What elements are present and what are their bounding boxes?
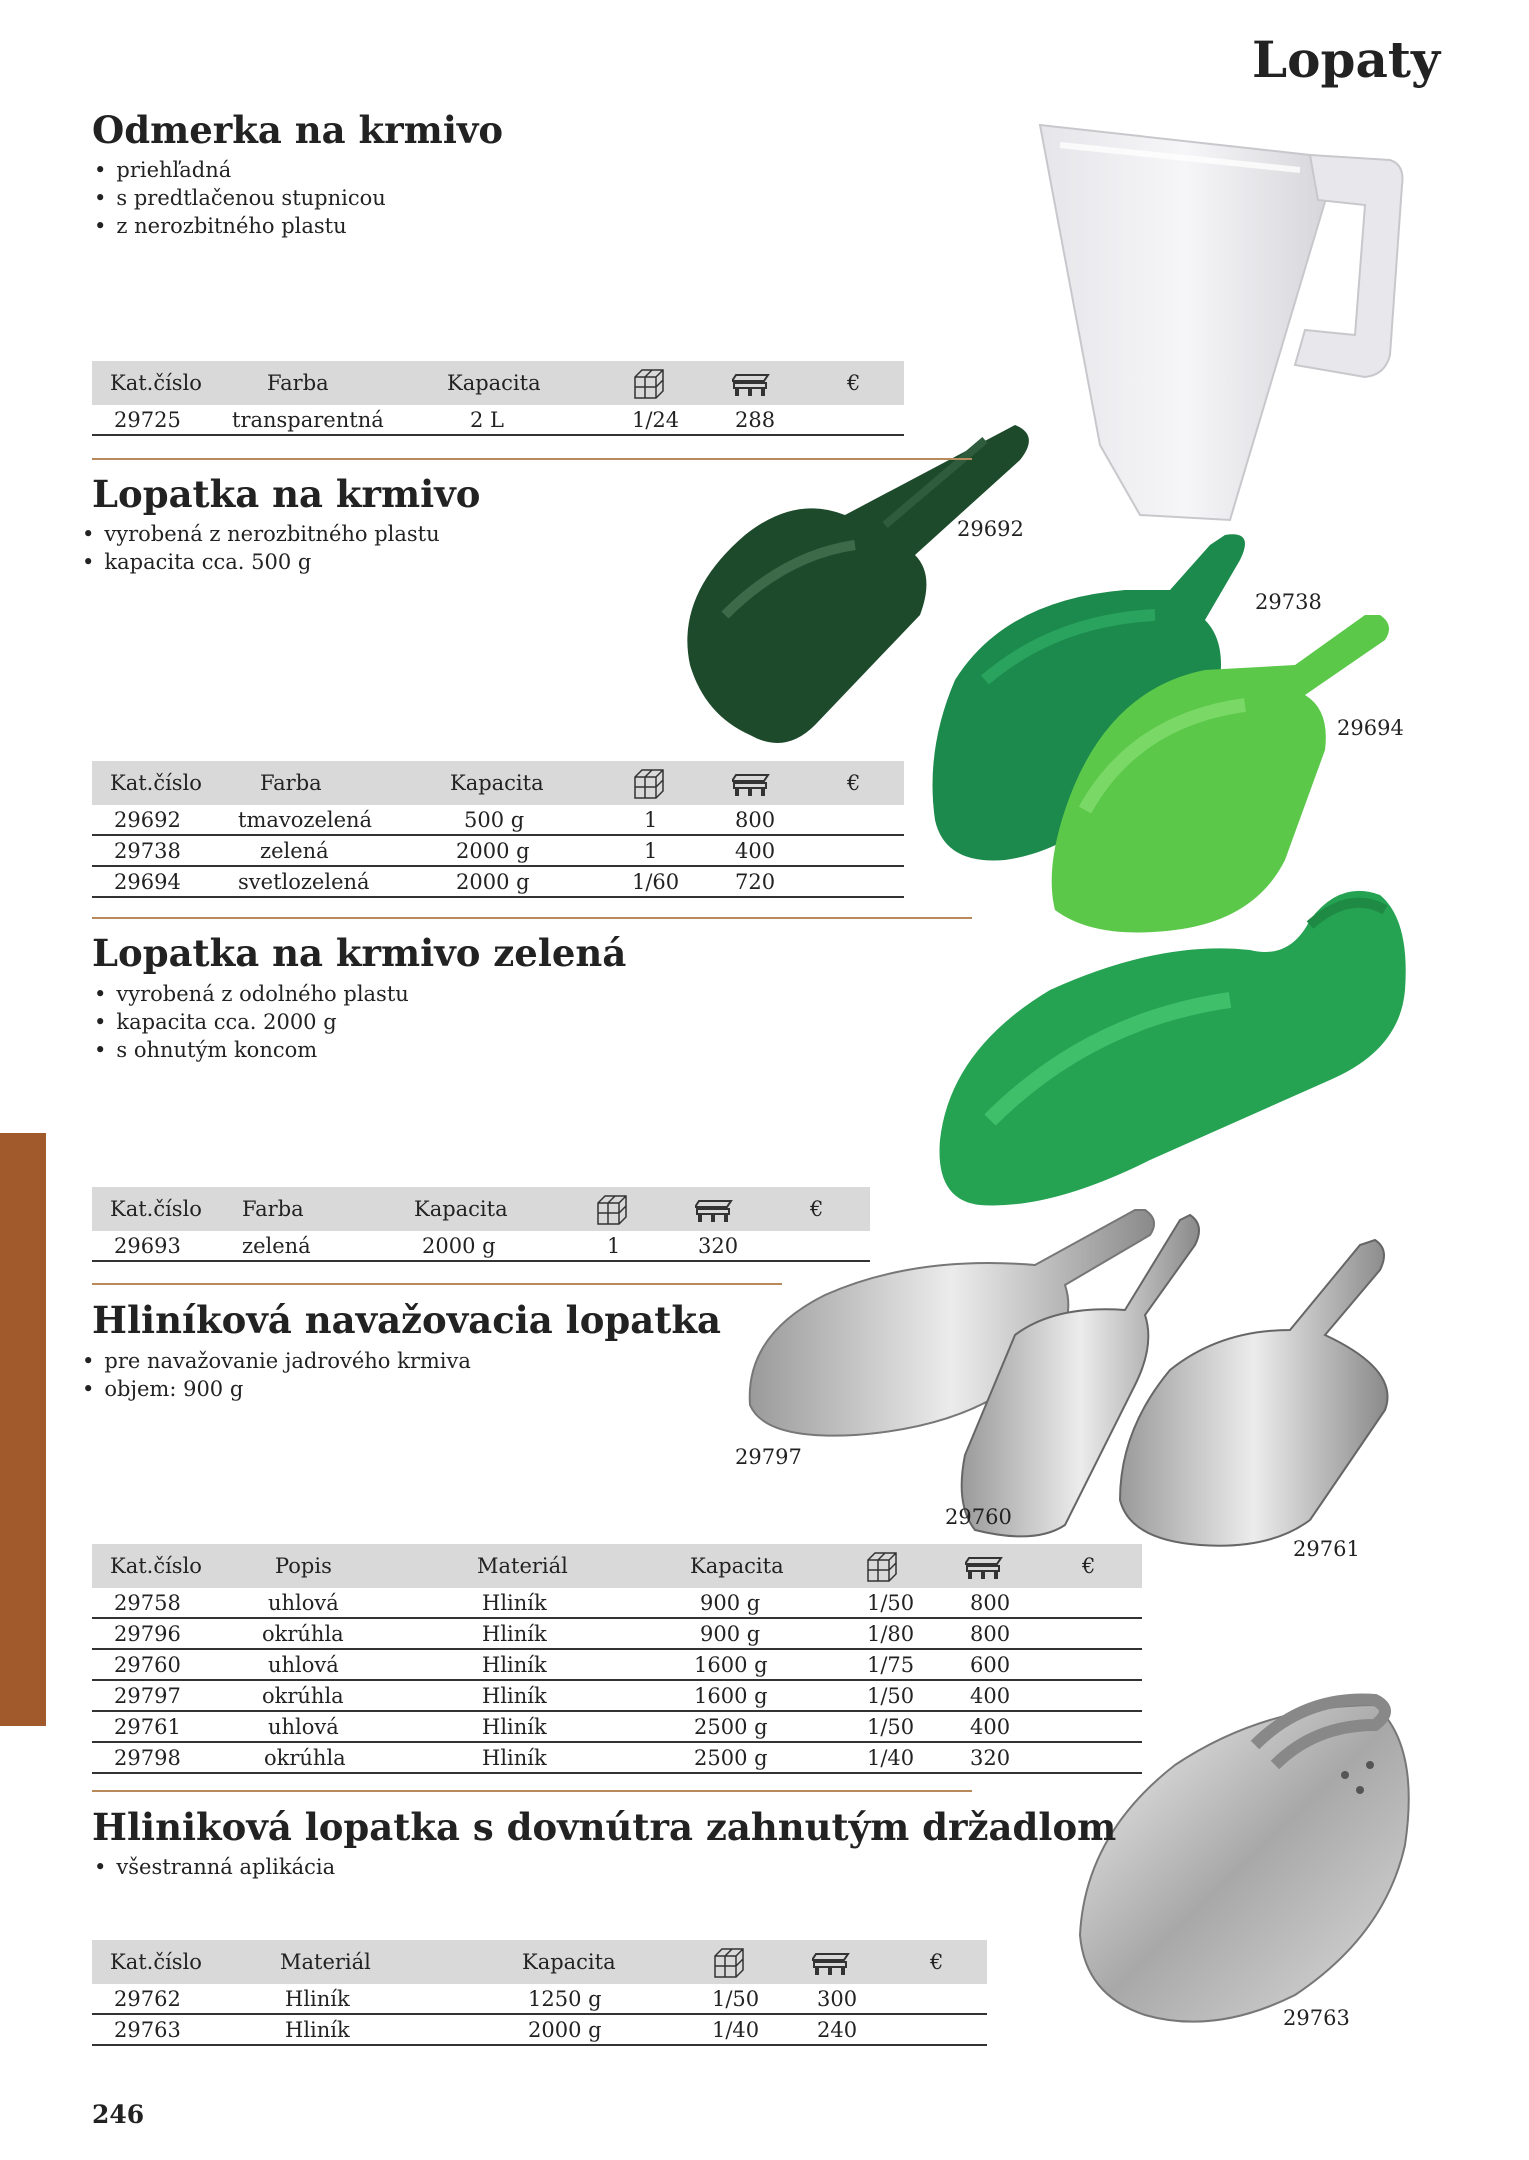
measuring-jug-image — [1030, 115, 1420, 535]
box-icon — [865, 1550, 899, 1584]
header-material: Materiál — [280, 1950, 371, 1974]
cell-color: svetlozelená — [238, 870, 370, 894]
header-capacity: Kapacita — [447, 371, 541, 395]
cell-material: Hliník — [482, 1715, 547, 1739]
cell-cat-no: 29761 — [114, 1715, 181, 1739]
cell-material: Hliník — [482, 1591, 547, 1615]
cell-capacity: 2000 g — [456, 870, 530, 894]
cell-pallet-qty: 400 — [970, 1684, 1011, 1708]
cell-material: Hliník — [482, 1622, 547, 1646]
cell-capacity: 1600 g — [694, 1653, 768, 1677]
cell-box-qty: 1 — [607, 1234, 621, 1258]
cell-material: Hliník — [482, 1653, 547, 1677]
cell-cat-no: 29693 — [114, 1234, 181, 1258]
cell-pallet-qty: 300 — [817, 1987, 858, 2011]
header-capacity: Kapacita — [414, 1197, 508, 1221]
cell-pallet-qty: 800 — [735, 808, 776, 832]
table-header — [92, 1940, 987, 1984]
cell-cat-no: 29758 — [114, 1591, 181, 1615]
image-label-29763: 29763 — [1283, 2006, 1350, 2030]
bullet-item: • priehľadná — [94, 156, 386, 184]
header-price: € — [847, 771, 861, 795]
section-separator — [92, 1283, 782, 1285]
bullet-item: • kapacita cca. 2000 g — [94, 1008, 409, 1036]
cell-pallet-qty: 400 — [735, 839, 776, 863]
table-row — [92, 1984, 987, 2015]
table-header — [92, 1544, 1142, 1588]
product-table-odmerka — [92, 361, 904, 436]
cell-color: zelená — [260, 839, 329, 863]
header-cat-no: Kat.číslo — [110, 1950, 202, 1974]
header-price: € — [810, 1197, 824, 1221]
cell-capacity: 1600 g — [694, 1684, 768, 1708]
cell-pallet-qty: 800 — [970, 1622, 1011, 1646]
cell-description: uhlová — [268, 1715, 339, 1739]
table-header — [92, 361, 904, 405]
table-row — [92, 1650, 1142, 1681]
bullet-item: • pre navažovanie jadrového krmiva — [82, 1347, 471, 1375]
header-cat-no: Kat.číslo — [110, 371, 202, 395]
section-separator — [92, 917, 972, 919]
header-price: € — [847, 371, 861, 395]
header-price: € — [930, 1950, 944, 1974]
cell-color: transparentná — [232, 408, 384, 432]
section-title-hlinikova-navazovacia: Hliníková navažovacia lopatka — [92, 1298, 721, 1342]
cell-description: okrúhla — [264, 1746, 346, 1770]
box-icon — [632, 367, 666, 401]
bullet-item: • kapacita cca. 500 g — [82, 548, 440, 576]
cell-box-qty: 1/60 — [632, 870, 680, 894]
aluminium-angular-scoop-large-image — [1110, 1230, 1400, 1550]
cell-capacity: 2000 g — [422, 1234, 496, 1258]
section-bullets — [82, 520, 440, 576]
header-capacity: Kapacita — [522, 1950, 616, 1974]
image-label-29694: 29694 — [1337, 716, 1404, 740]
cell-box-qty: 1/40 — [712, 2018, 760, 2042]
product-table-drzadlo — [92, 1940, 987, 2046]
cell-color: zelená — [242, 1234, 311, 1258]
cell-cat-no: 29694 — [114, 870, 181, 894]
section-title-lopatka: Lopatka na krmivo — [92, 472, 481, 516]
table-header — [92, 1187, 870, 1231]
bullet-item: • vyrobená z nerozbitného plastu — [82, 520, 440, 548]
bullet-item: • objem: 900 g — [82, 1375, 471, 1403]
header-color: Farba — [260, 771, 322, 795]
image-label-29692: 29692 — [957, 517, 1024, 541]
header-price: € — [1082, 1554, 1096, 1578]
cell-capacity: 500 g — [464, 808, 525, 832]
product-table-lopatka-zelena — [92, 1187, 870, 1262]
table-header — [92, 761, 904, 805]
header-color: Farba — [242, 1197, 304, 1221]
section-separator — [92, 458, 972, 460]
header-cat-no: Kat.číslo — [110, 771, 202, 795]
table-row — [92, 1743, 1142, 1774]
pallet-icon — [732, 371, 772, 397]
section-title-lopatka-zelena: Lopatka na krmivo zelená — [92, 931, 627, 975]
cell-box-qty: 1/75 — [867, 1653, 915, 1677]
cell-pallet-qty: 320 — [970, 1746, 1011, 1770]
header-cat-no: Kat.číslo — [110, 1197, 202, 1221]
section-bullets — [82, 1347, 471, 1403]
table-row — [92, 1619, 1142, 1650]
pallet-icon — [812, 1950, 852, 1976]
cell-box-qty: 1/50 — [867, 1591, 915, 1615]
header-cat-no: Kat.číslo — [110, 1554, 202, 1578]
cell-pallet-qty: 800 — [970, 1591, 1011, 1615]
image-label-29738: 29738 — [1255, 590, 1322, 614]
table-row — [92, 1681, 1142, 1712]
cell-box-qty: 1/50 — [712, 1987, 760, 2011]
cell-box-qty: 1 — [644, 808, 658, 832]
section-bullets — [94, 980, 409, 1064]
table-row — [92, 1231, 870, 1262]
cell-capacity: 2500 g — [694, 1746, 768, 1770]
table-row — [92, 805, 904, 836]
cell-box-qty: 1/50 — [867, 1684, 915, 1708]
header-capacity: Kapacita — [690, 1554, 784, 1578]
cell-material: Hliník — [482, 1746, 547, 1770]
pallet-icon — [732, 771, 772, 797]
bullet-item: • z nerozbitného plastu — [94, 212, 386, 240]
table-row — [92, 2015, 987, 2046]
bullet-item: • všestranná aplikácia — [94, 1853, 335, 1881]
cell-material: Hliník — [285, 2018, 350, 2042]
table-row — [92, 405, 904, 436]
box-icon — [712, 1946, 746, 1980]
cell-description: uhlová — [268, 1653, 339, 1677]
header-material: Materiál — [477, 1554, 568, 1578]
pallet-icon — [965, 1554, 1005, 1580]
sidebar-accent — [0, 1133, 46, 1726]
product-table-hlinikova — [92, 1544, 1142, 1774]
table-row — [92, 1712, 1142, 1743]
cell-description: okrúhla — [262, 1622, 344, 1646]
cell-color: tmavozelená — [238, 808, 373, 832]
cell-cat-no: 29797 — [114, 1684, 181, 1708]
image-label-29797: 29797 — [735, 1445, 802, 1469]
section-title-odmerka: Odmerka na krmivo — [92, 108, 504, 152]
cell-capacity: 1250 g — [528, 1987, 602, 2011]
cell-pallet-qty: 288 — [735, 408, 776, 432]
bullet-item: • s ohnutým koncom — [94, 1036, 409, 1064]
cell-pallet-qty: 320 — [698, 1234, 739, 1258]
cell-capacity: 2 L — [470, 408, 504, 432]
cell-cat-no: 29763 — [114, 2018, 181, 2042]
cell-capacity: 900 g — [700, 1622, 761, 1646]
cell-material: Hliník — [285, 1987, 350, 2011]
green-curved-scoop-image — [930, 880, 1420, 1220]
box-icon — [595, 1193, 629, 1227]
cell-cat-no: 29796 — [114, 1622, 181, 1646]
cell-pallet-qty: 600 — [970, 1653, 1011, 1677]
cell-cat-no: 29798 — [114, 1746, 181, 1770]
cell-material: Hliník — [482, 1684, 547, 1708]
cell-cat-no: 29738 — [114, 839, 181, 863]
image-label-29760: 29760 — [945, 1505, 1012, 1529]
section-bullets — [94, 1853, 335, 1881]
page-number: 246 — [92, 2100, 145, 2129]
cell-box-qty: 1/40 — [867, 1746, 915, 1770]
cell-description: okrúhla — [262, 1684, 344, 1708]
cell-box-qty: 1/24 — [632, 408, 680, 432]
image-label-29761: 29761 — [1293, 1537, 1360, 1561]
section-title-hlinikova-lopatka-drzadlo: Hliniková lopatka s dovnútra zahnutým držadlom — [92, 1805, 1117, 1849]
cell-box-qty: 1 — [644, 839, 658, 863]
cell-capacity: 900 g — [700, 1591, 761, 1615]
cell-pallet-qty: 240 — [817, 2018, 858, 2042]
product-table-lopatka — [92, 761, 904, 898]
table-row — [92, 867, 904, 898]
cell-pallet-qty: 400 — [970, 1715, 1011, 1739]
cell-capacity: 2000 g — [456, 839, 530, 863]
section-bullets — [94, 156, 386, 240]
cell-pallet-qty: 720 — [735, 870, 776, 894]
cell-capacity: 2000 g — [528, 2018, 602, 2042]
page-title: Lopaty — [1251, 30, 1440, 89]
bullet-item: • vyrobená z odolného plastu — [94, 980, 409, 1008]
cell-box-qty: 1/50 — [867, 1715, 915, 1739]
cell-cat-no: 29762 — [114, 1987, 181, 2011]
pallet-icon — [695, 1197, 735, 1223]
cell-cat-no: 29692 — [114, 808, 181, 832]
cell-description: uhlová — [268, 1591, 339, 1615]
header-capacity: Kapacita — [450, 771, 544, 795]
bullet-item: • s predtlačenou stupnicou — [94, 184, 386, 212]
cell-box-qty: 1/80 — [867, 1622, 915, 1646]
table-row — [92, 1588, 1142, 1619]
box-icon — [632, 767, 666, 801]
table-row — [92, 836, 904, 867]
cell-cat-no: 29760 — [114, 1653, 181, 1677]
header-color: Farba — [267, 371, 329, 395]
cell-cat-no: 29725 — [114, 408, 181, 432]
section-separator — [92, 1790, 972, 1792]
header-description: Popis — [275, 1554, 332, 1578]
cell-capacity: 2500 g — [694, 1715, 768, 1739]
